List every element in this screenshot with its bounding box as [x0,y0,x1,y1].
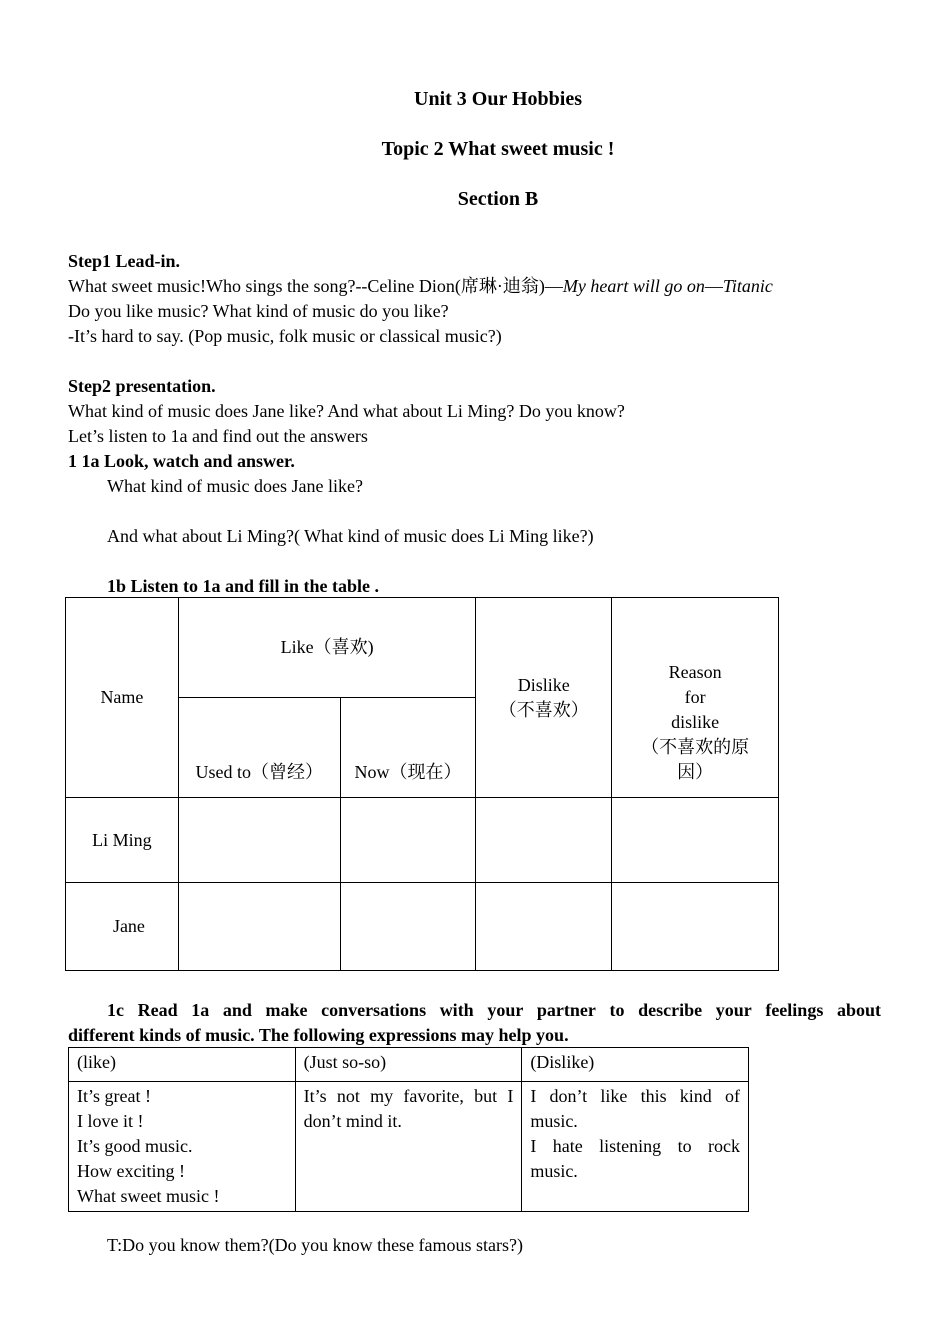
ex1c-word: your [715,1000,752,1020]
dislike-line2: music. [530,1111,578,1131]
reason-cell[interactable] [612,883,779,971]
reason-line1: Reason [668,662,722,682]
ex1c-label: 1c [107,1000,124,1020]
ex1c-word: to [609,1000,625,1020]
soso-expressions [295,1082,522,1212]
ex1c-word: make [265,1000,308,1020]
dislike-line1: I don’t like this kind of [530,1086,740,1106]
dislike-cell[interactable] [476,883,612,971]
dislike-cell[interactable] [476,798,612,883]
step2-line1: What kind of music does Jane like? And what about Li Ming? Do you know? [68,401,625,421]
soso-column-header: (Just so-so) [295,1048,522,1082]
used-to-cell[interactable] [178,883,340,971]
ex1c-line2: different kinds of music. The following expressions may help you. [68,1025,569,1045]
ex1a-heading: 1 1a Look, watch and answer. [68,451,295,471]
ex1c-word: Read [137,1000,178,1020]
now-cell[interactable] [340,798,476,883]
row-name-jane: Jane [66,883,179,971]
step1-line2: Do you like music? What kind of music do you like? [68,301,449,321]
now-header: Now（现在） [340,698,476,798]
expressions-table [68,1047,749,1212]
dislike-header-line1: Dislike [517,674,570,695]
like-expression: What sweet music ! [77,1186,220,1206]
step1-line3: -It’s hard to say. (Pop music, folk music or classical music?) [68,326,502,346]
like-header: Like（喜欢) [178,598,476,698]
ex1c-word: with [439,1000,474,1020]
dislike-line4: music. [530,1161,578,1181]
reason-line2: for [684,687,706,707]
listening-table [65,597,779,971]
section-title: Section B [457,188,539,210]
unit-title: Unit 3 Our Hobbies [414,88,582,110]
ex1c-word: feelings [765,1000,824,1020]
soso-line1: It’s not my favorite, but I [303,1086,514,1106]
dislike-expressions [522,1082,749,1212]
reason-cell[interactable] [612,798,779,883]
ex1c-word: conversations [321,1000,427,1020]
reason-line5: 因） [677,762,714,782]
ex1c-word: about [836,1000,881,1020]
table-row [66,798,779,883]
film-title: Titanic [722,276,773,296]
song-title: My heart will go on [562,276,705,296]
ex1c-word: 1a [191,1000,210,1020]
table-row [66,883,779,971]
step1-heading: Step1 Lead-in. [68,251,181,271]
reason-line3: dislike [671,712,720,732]
used-to-cell[interactable] [178,798,340,883]
dislike-header-line2: （不喜欢） [498,699,589,720]
name-header: Name [66,598,179,798]
like-expression: It’s good music. [77,1136,193,1156]
dislike-column-header: (Dislike) [522,1048,749,1082]
ex1b-heading: 1b Listen to 1a and fill in the table . [107,576,380,596]
ex1c-word: and [222,1000,252,1020]
ex1a-question2: And what about Li Ming?( What kind of music does Li Ming like?) [107,526,594,546]
soso-line2: don’t mind it. [303,1111,402,1131]
used-to-header: Used to（曾经） [178,698,340,798]
row-name-li-ming: Li Ming [66,798,179,883]
ex1a-question1: What kind of music does Jane like? [107,476,363,496]
ex1c-word: describe [638,1000,703,1020]
ex1c-line1 [107,998,881,1023]
dislike-header [476,598,612,798]
like-expressions [69,1082,296,1212]
like-expression: It’s great ! [77,1086,151,1106]
reason-header [612,598,779,798]
reason-line4: （不喜欢的原 [641,737,750,757]
dislike-line3: I hate listening to rock [530,1136,740,1156]
like-expression: I love it ! [77,1111,144,1131]
step2-heading: Step2 presentation. [68,376,216,396]
ex1c-word: partner [536,1000,596,1020]
like-column-header: (like) [69,1048,296,1082]
dash: — [704,276,723,296]
step1-line1-text: What sweet music!Who sings the song?--Celine Dion(席琳·迪翁)— [68,276,563,296]
now-cell[interactable] [340,883,476,971]
topic-title: Topic 2 What sweet music ! [381,138,615,160]
like-expression: How exciting ! [77,1161,185,1181]
step2-line2: Let’s listen to 1a and find out the answers [68,426,368,446]
ex1c-word: your [487,1000,524,1020]
footer-question: T:Do you know them?(Do you know these famous stars?) [107,1235,524,1255]
step1-line1 [68,274,773,299]
